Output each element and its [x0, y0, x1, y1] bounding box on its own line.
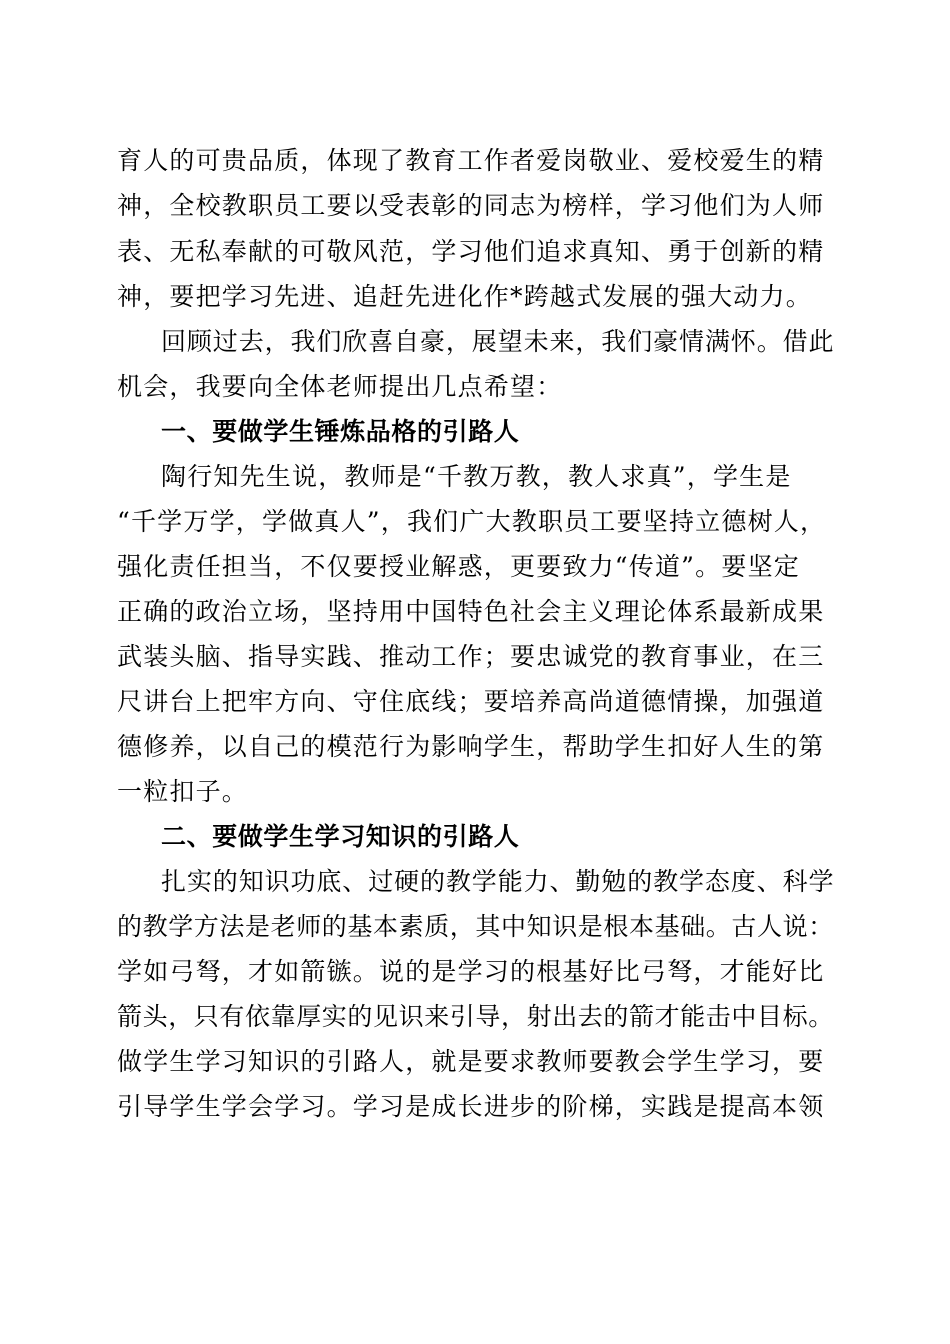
- text-line: 箭头，只有依靠厚实的见识来引导，射出去的箭才能击中目标。: [117, 1002, 834, 1031]
- text-line: 武装头脑、指导实践、推动工作；要忠诚党的教育事业，在三: [117, 642, 825, 671]
- text-line: 回顾过去，我们欣喜自豪，展望未来，我们豪情满怀。借此: [161, 327, 835, 356]
- text-line: 强化责任担当，不仅要授业解惑，更要致力“传道”。要坚定: [117, 552, 800, 581]
- text-line: 表、无私奉献的可敬风范，学习他们追求真知、勇于创新的精: [117, 237, 825, 266]
- text-line: 神，要把学习先进、追赶先进化作*跨越式发展的强大动力。: [117, 282, 812, 311]
- text-line: 正确的政治立场，坚持用中国特色社会主义理论体系最新成果: [117, 597, 825, 626]
- section-heading-2: 二、要做学生学习知识的引路人: [161, 822, 520, 851]
- text-line: 神，全校教职员工要以受表彰的同志为榜样，学习他们为人师: [117, 191, 825, 220]
- text-line: 尺讲台上把牢方向、守住底线；要培养高尚道德情操，加强道: [117, 687, 825, 716]
- text-line: 德修养，以自己的模范行为影响学生，帮助学生扣好人生的第: [117, 732, 825, 761]
- text-line: 陶行知先生说，教师是“千教万教，教人求真”，学生是: [161, 462, 792, 491]
- text-line: 学如弓弩，才如箭镞。说的是学习的根基好比弓弩，才能好比: [117, 957, 825, 986]
- text-line: 做学生学习知识的引路人，就是要求教师要教会学生学习，要: [117, 1047, 825, 1076]
- section-heading-1: 一、要做学生锤炼品格的引路人: [161, 417, 520, 446]
- text-line: 的教学方法是老师的基本素质，其中知识是根本基础。古人说：: [117, 912, 834, 941]
- text-line: 引导学生学会学习。学习是成长进步的阶梯，实践是提高本领: [117, 1092, 825, 1121]
- text-line: 扎实的知识功底、过硬的教学能力、勤勉的教学态度、科学: [161, 867, 835, 896]
- text-line: “千学万学，学做真人”，我们广大教职员工要坚持立德树人，: [117, 507, 827, 536]
- text-line: 一粒扣子。: [117, 777, 249, 806]
- text-line: 育人的可贵品质，体现了教育工作者爱岗敬业、爱校爱生的精: [117, 146, 825, 175]
- text-line: 机会，我要向全体老师提出几点希望：: [117, 372, 563, 401]
